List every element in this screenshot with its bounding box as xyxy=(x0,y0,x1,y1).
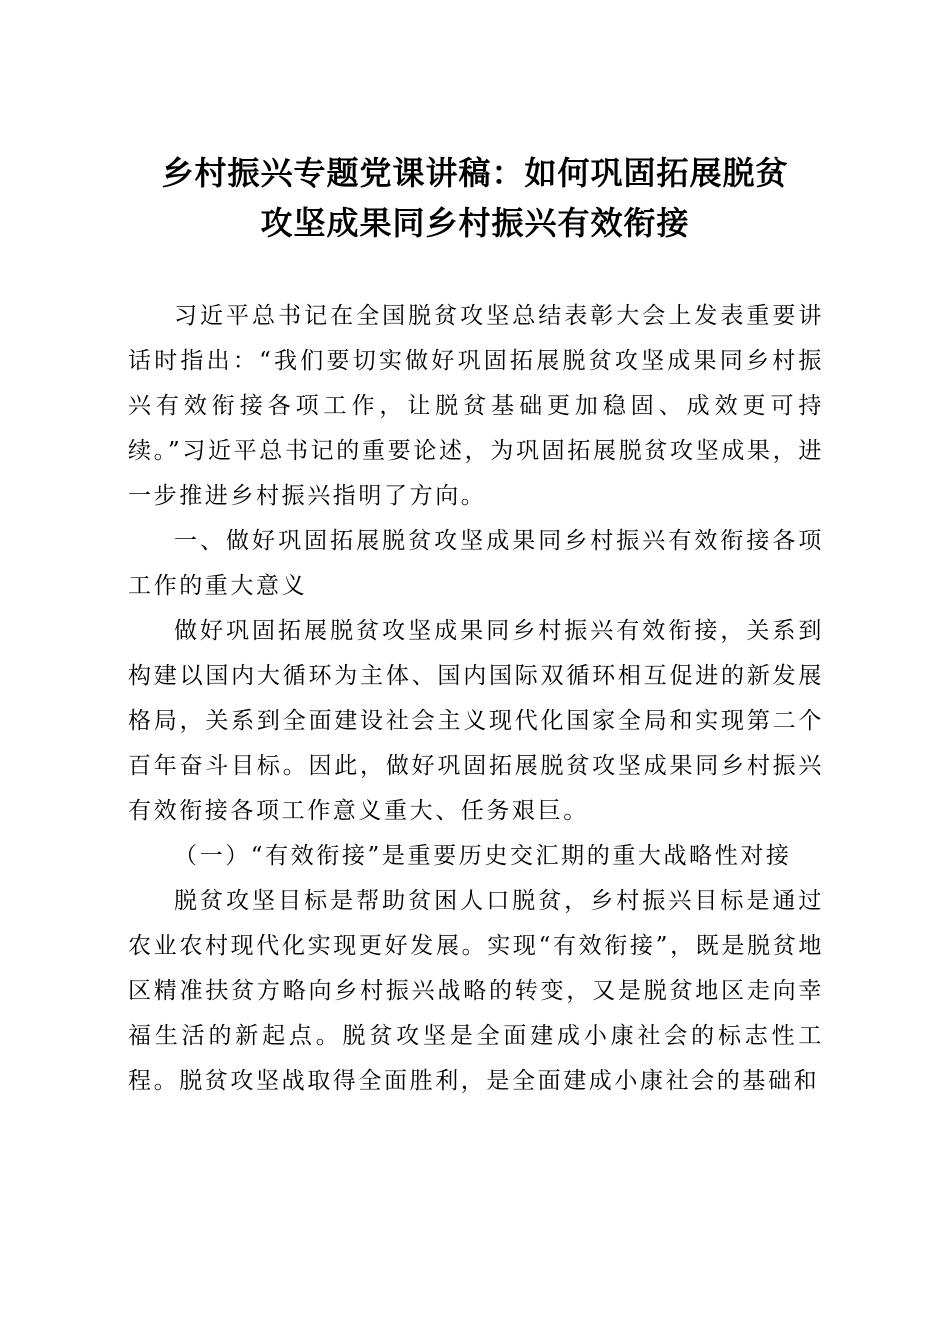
document-title xyxy=(120,148,830,248)
section-heading-1: 一、做好巩固拓展脱贫攻坚成果同乡村振兴有效衔接各项工作的重大意义 xyxy=(128,528,824,599)
title-line-2: 攻坚成果同乡村振兴有效衔接 xyxy=(260,204,690,242)
paragraph-intro: 习近平总书记在全国脱贫攻坚总结表彰大会上发表重要讲话时指出：“我们要切实做好巩固拓展脱贫攻坚成果同乡村振兴有效衔接各项工作，让脱贫基础更加稳固、成效更可持续。”习近平总书记的重要论述，为巩固拓展脱贫攻坚成果，进一步推进乡村振兴指明了方向。 xyxy=(128,303,824,509)
title-line-1: 乡村振兴专题党课讲稿：如何巩固拓展脱贫 xyxy=(161,154,789,192)
paragraph-goals: 脱贫攻坚目标是帮助贫困人口脱贫，乡村振兴目标是通过农业农村现代化实现更好发展。实现“有效衔接”，既是脱贫地区精准扶贫方略向乡村振兴战略的转变，又是脱贫地区走向幸福生活的新起点。脱贫攻坚是全面建成小康社会的标志性工程。脱贫攻坚战取得全面胜利，是全面建成小康社会的基础和 xyxy=(128,888,824,1094)
subsection-heading-1: （一）“有效衔接”是重要历史交汇期的重大战略性对接 xyxy=(174,843,792,869)
paragraph-significance: 做好巩固拓展脱贫攻坚成果同乡村振兴有效衔接，关系到构建以国内大循环为主体、国内国际双循环相互促进的新发展格局，关系到全面建设社会主义现代化国家全局和实现第二个百年奋斗目标。因此，做好巩固拓展脱贫攻坚成果同乡村振兴有效衔接各项工作意义重大、任务艰巨。 xyxy=(128,618,824,824)
document-body xyxy=(128,294,824,1104)
